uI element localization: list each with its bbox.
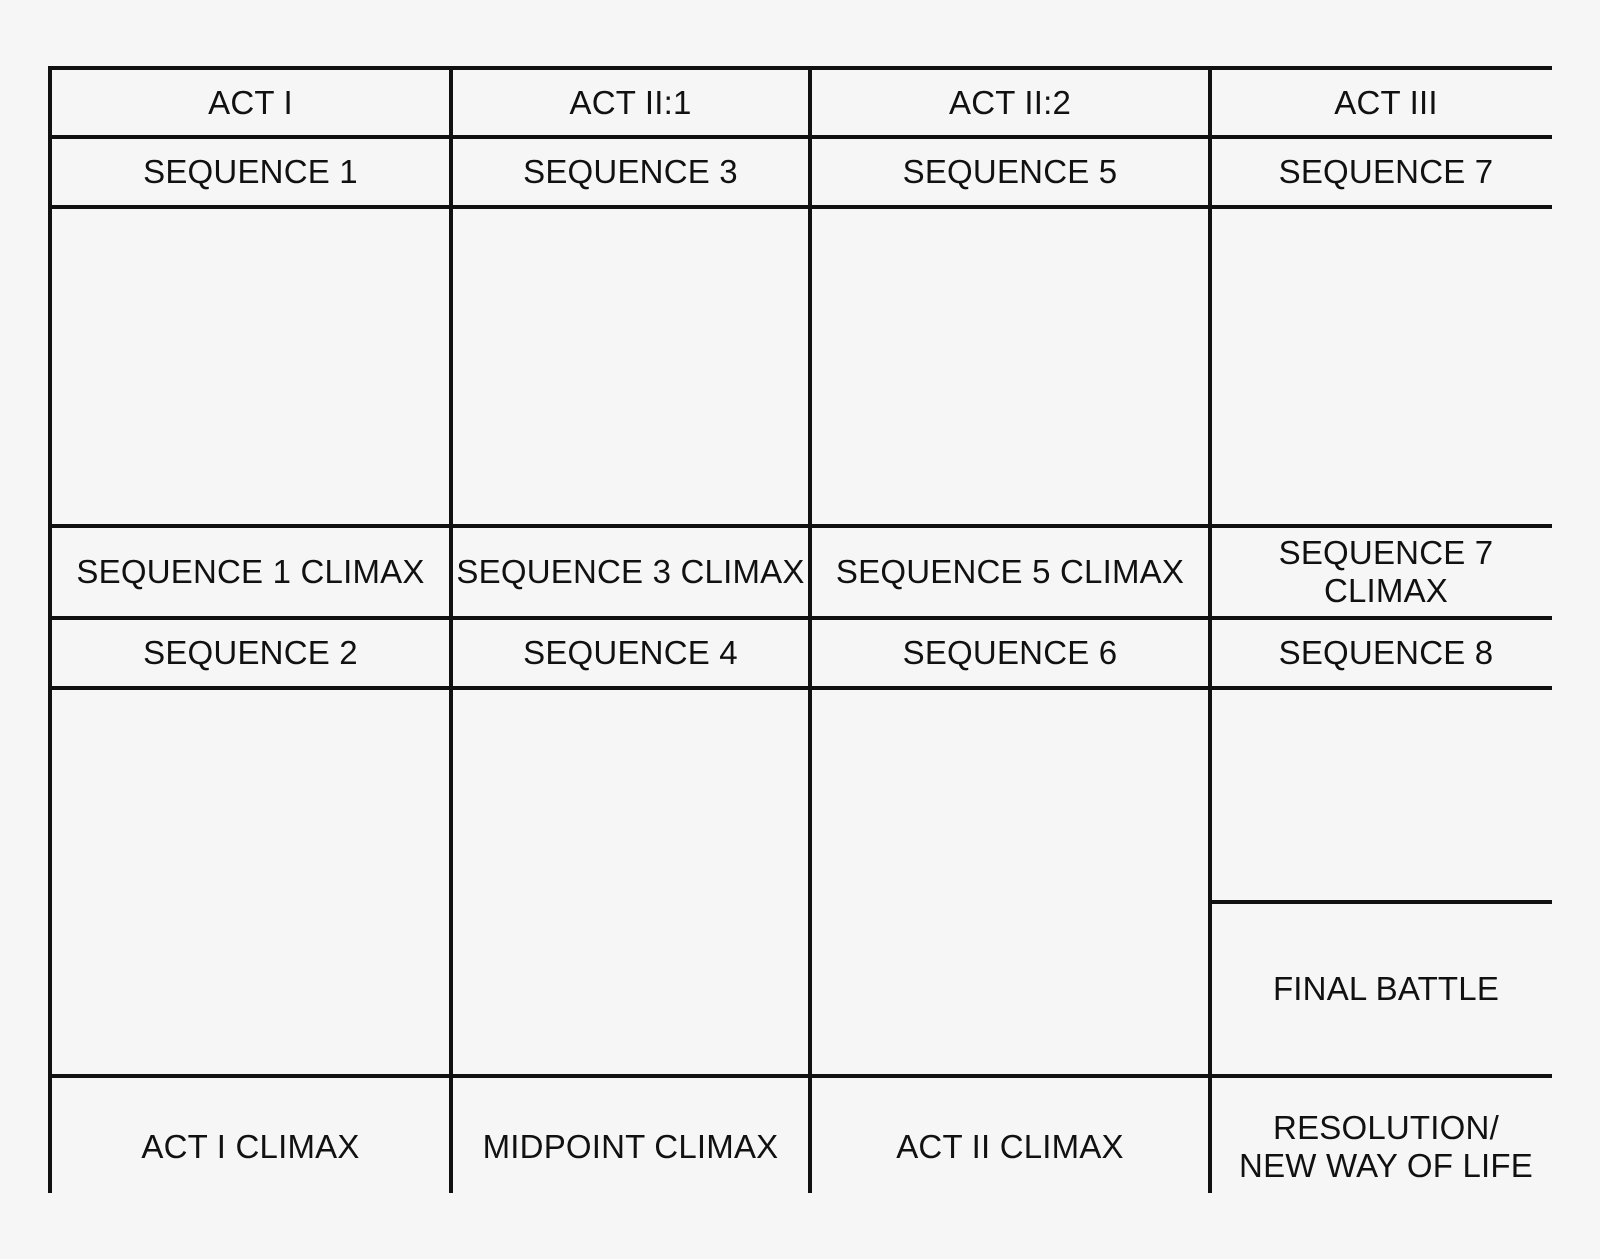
sequence-content-box <box>52 690 449 1074</box>
act-header: ACT III <box>1212 70 1560 135</box>
sequence-header: SEQUENCE 8 <box>1212 620 1560 686</box>
sequence-content-box <box>52 209 449 524</box>
sequence-content-box <box>1212 209 1560 524</box>
sequence-header: SEQUENCE 2 <box>52 620 449 686</box>
sequence-content-box <box>453 209 808 524</box>
act-climax: ACT II CLIMAX <box>812 1078 1208 1216</box>
act-header: ACT II:1 <box>453 70 808 135</box>
sequence-climax: SEQUENCE 7 CLIMAX <box>1212 528 1560 616</box>
sequence-header: SEQUENCE 4 <box>453 620 808 686</box>
act-header: ACT I <box>52 70 449 135</box>
sequence-climax: SEQUENCE 5 CLIMAX <box>812 528 1208 616</box>
resolution-climax: RESOLUTION/ NEW WAY OF LIFE <box>1212 1078 1560 1216</box>
act-climax: MIDPOINT CLIMAX <box>453 1078 808 1216</box>
sequence-climax: SEQUENCE 3 CLIMAX <box>453 528 808 616</box>
final-battle: FINAL BATTLE <box>1212 904 1560 1074</box>
sequence-header: SEQUENCE 7 <box>1212 139 1560 205</box>
sequence-header: SEQUENCE 6 <box>812 620 1208 686</box>
sequence-header: SEQUENCE 1 <box>52 139 449 205</box>
sequence-header: SEQUENCE 3 <box>453 139 808 205</box>
sequence-content-box <box>453 690 808 1074</box>
act-climax: ACT I CLIMAX <box>52 1078 449 1216</box>
sequence-header: SEQUENCE 5 <box>812 139 1208 205</box>
story-structure-grid <box>48 66 1552 1193</box>
sequence-content-box <box>812 209 1208 524</box>
sequence-climax: SEQUENCE 1 CLIMAX <box>52 528 449 616</box>
sequence-content-box <box>1212 690 1560 900</box>
act-header: ACT II:2 <box>812 70 1208 135</box>
sequence-content-box <box>812 690 1208 1074</box>
